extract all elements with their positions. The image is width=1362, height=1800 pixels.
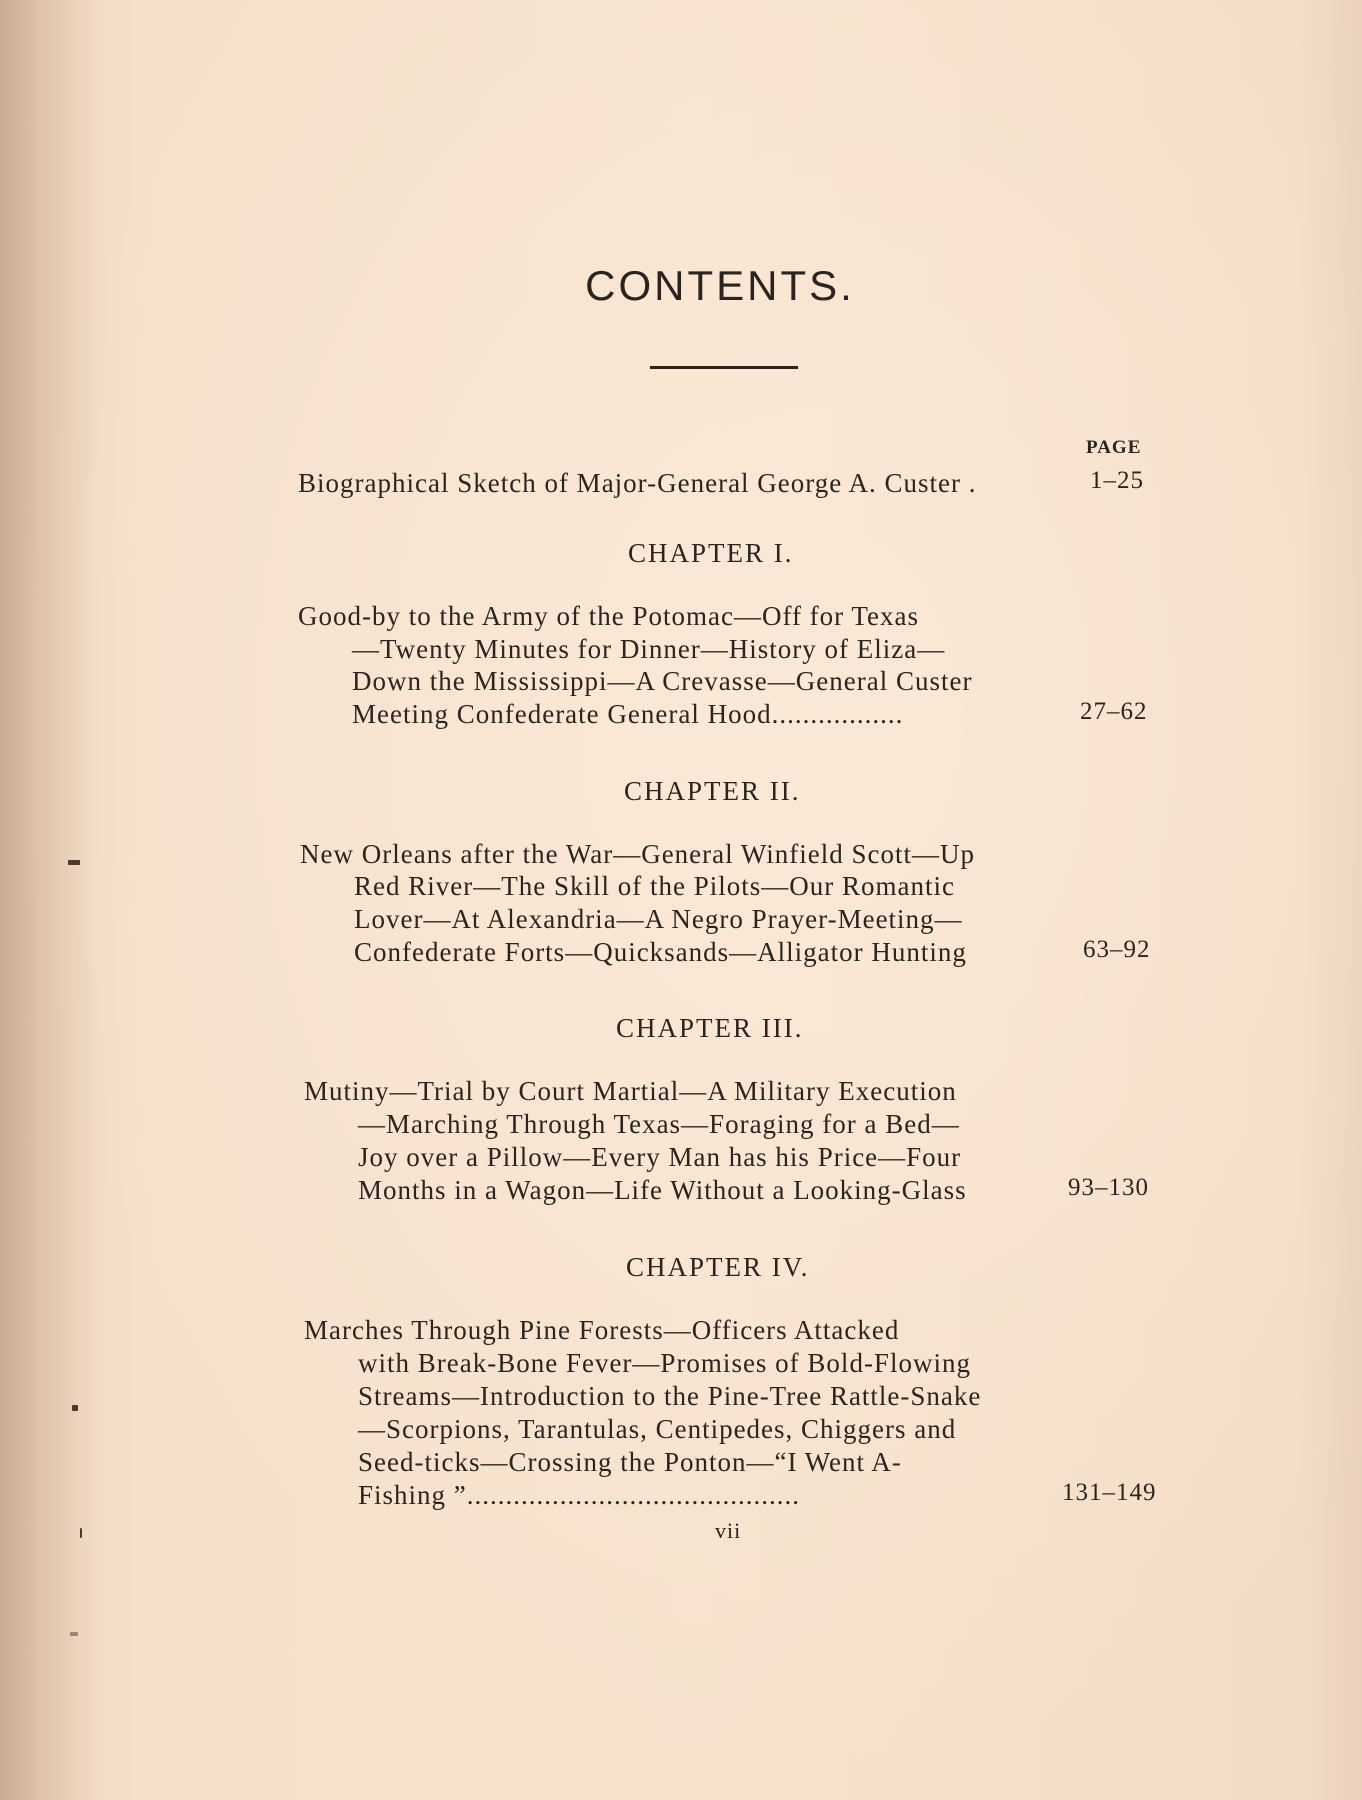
paper-speck — [70, 1632, 78, 1636]
chapter-2-line: Confederate Forts—Quicksands—Alligator Hunting — [354, 937, 967, 967]
chapter-4-line: —Scorpions, Tarantulas, Centipedes, Chiggers and — [358, 1414, 957, 1444]
chapter-2-line: Lover—At Alexandria—A Negro Prayer-Meeting— — [354, 904, 963, 934]
page-column-header: PAGE — [1086, 437, 1142, 458]
chapter-4-heading: CHAPTER IV. — [626, 1252, 810, 1282]
chapter-3-line: Joy over a Pillow—Every Man has his Price—Four — [358, 1142, 962, 1172]
paper-speck — [72, 1405, 78, 1411]
page-number: vii — [715, 1518, 742, 1543]
chapter-4-pages: 131–149 — [1062, 1479, 1157, 1506]
chapter-4-line: Seed-ticks—Crossing the Ponton—“I Went A- — [358, 1447, 902, 1477]
chapter-2-pages: 63–92 — [1083, 936, 1151, 963]
chapter-4-line: Streams—Introduction to the Pine-Tree Rattle-Snake — [358, 1381, 982, 1411]
biographical-sketch-pages: 1–25 — [1090, 467, 1144, 494]
chapter-4-line: with Break-Bone Fever—Promises of Bold-Flowing — [358, 1348, 971, 1378]
chapter-1-line: —Twenty Minutes for Dinner—History of Eliza— — [352, 634, 946, 664]
paper-speck — [68, 860, 80, 865]
page-title: CONTENTS. — [585, 262, 855, 309]
chapter-3-line: Mutiny—Trial by Court Martial—A Military Execution — [304, 1076, 957, 1106]
chapter-3-heading: CHAPTER III. — [616, 1013, 804, 1043]
chapter-3-pages: 93–130 — [1068, 1174, 1149, 1201]
paper-speck — [80, 1528, 82, 1538]
chapter-1-line: Good-by to the Army of the Potomac—Off for Texas — [298, 601, 920, 631]
chapter-1-pages: 27–62 — [1080, 698, 1148, 725]
chapter-1-line: Down the Mississippi—A Crevasse—General Custer — [352, 666, 973, 696]
chapter-3-line: Months in a Wagon—Life Without a Looking-Glass — [358, 1175, 967, 1205]
chapter-1-line: Meeting Confederate General Hood................. — [352, 699, 904, 729]
chapter-4-line: Fishing ”........................................... — [358, 1480, 801, 1510]
chapter-2-line: Red River—The Skill of the Pilots—Our Romantic — [354, 871, 955, 901]
biographical-sketch-entry: Biographical Sketch of Major-General George A. Custer . — [298, 468, 977, 498]
chapter-3-line: —Marching Through Texas—Foraging for a Bed— — [358, 1109, 960, 1139]
chapter-2-line: New Orleans after the War—General Winfield Scott—Up — [300, 839, 976, 869]
title-rule — [650, 366, 798, 369]
chapter-4-line: Marches Through Pine Forests—Officers Attacked — [304, 1315, 900, 1345]
chapter-1-heading: CHAPTER I. — [628, 538, 794, 568]
chapter-2-heading: CHAPTER II. — [624, 776, 801, 806]
